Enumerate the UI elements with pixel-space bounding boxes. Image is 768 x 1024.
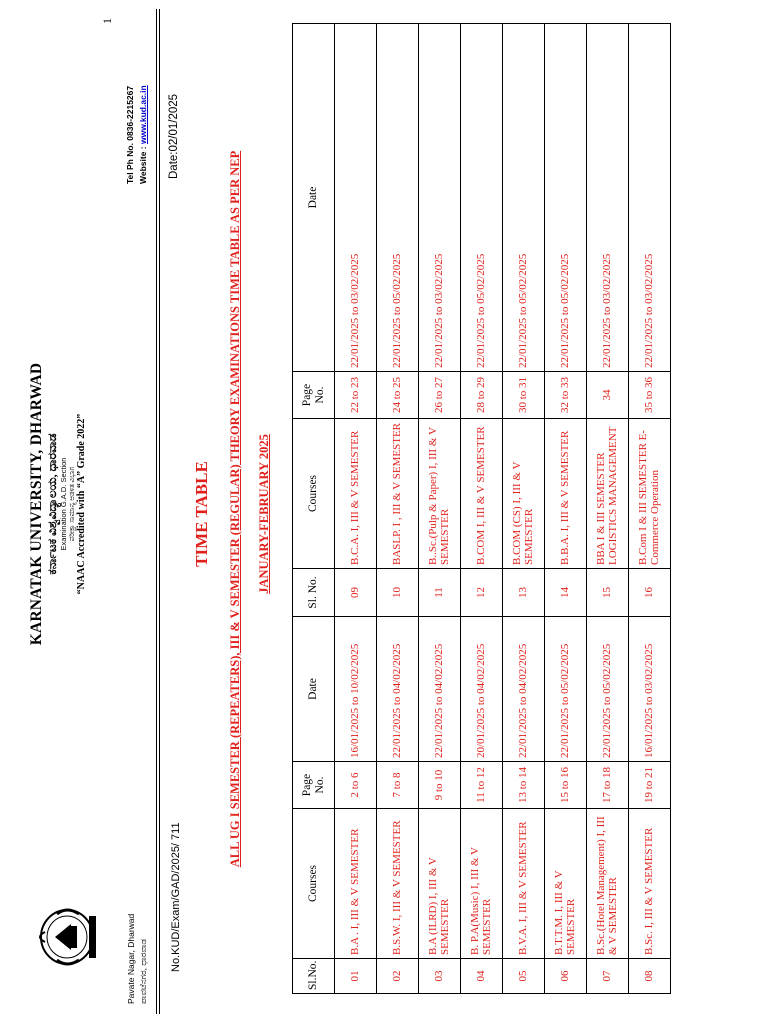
sl-no-cell: 13 [503, 569, 545, 617]
course-cell: BBA I & III SEMESTER LOGISTICS MANAGEMENT [587, 419, 629, 569]
sl-no-cell: 16 [629, 569, 671, 617]
header-page-no-2: Page No. [293, 372, 335, 419]
sl-no-cell: 05 [503, 959, 545, 994]
letterhead [28, 284, 88, 724]
course-cell: B. P.A(Music) I, III & V SEMESTER [461, 809, 503, 959]
course-cell: B.A (ILRD) I, III & V SEMESTER [419, 809, 461, 959]
course-cell: B.COM (CS) I, III & V SEMESTER [503, 419, 545, 569]
course-cell: B..Sc.(Pulp & Paper) I, III & V SEMESTER [419, 419, 461, 569]
table-row [419, 24, 461, 994]
university-name-kannada: ಕರ್ನಾಟಕ ವಿಶ್ವವಿದ್ಯಾಲಯ, ಧಾರವಾಡ [44, 433, 59, 575]
sl-no-cell: 03 [419, 959, 461, 994]
sl-no-cell: 11 [419, 569, 461, 617]
header-divider [156, 9, 157, 1014]
telephone: Tel Ph No. 0836-2215267 [125, 85, 135, 184]
website-link[interactable]: www.kud.ac.in [138, 85, 148, 144]
course-cell: B.T.T.M. I, III & V SEMESTER [545, 809, 587, 959]
page-no-cell: 30 to 31 [503, 372, 545, 419]
section-name-kannada: ಪರೀಕ್ಷಾ ಸಾಮಾನ್ಯ ಆಡಳಿತ ವಿಭಾಗ [68, 466, 77, 542]
header-date: Date [293, 617, 335, 762]
header-sl-no: Sl.No. [293, 959, 335, 994]
date-cell: 22/01/2025 to 05/02/2025 [545, 617, 587, 762]
accreditation-text: “NAAC Accredited with “A” Grade 2022” [76, 413, 88, 595]
course-cell: B.C.A. I, III & V SEMESTER [335, 419, 377, 569]
page-no-cell: 28 to 29 [461, 372, 503, 419]
table-row [503, 24, 545, 994]
page-title: TIME TABLE [192, 461, 211, 567]
section-name: Examination G.A.D. Section [58, 457, 68, 551]
date-cell: 22/01/2025 to 04/02/2025 [377, 617, 419, 762]
page-no-cell: 7 to 8 [377, 762, 419, 809]
date-cell: 22/01/2025 to 03/02/2025 [335, 24, 377, 372]
page-no-cell: 32 to 33 [545, 372, 587, 419]
document-date: Date:02/01/2025 [168, 93, 180, 179]
sl-no-cell: 01 [335, 959, 377, 994]
course-cell: BASLP. I , III & V SEMESTER [377, 419, 419, 569]
date-cell: 20/01/2025 to 04/02/2025 [461, 617, 503, 762]
date-cell: 22/01/2025 to 04/02/2025 [419, 617, 461, 762]
course-cell: B.B.A. I, III & V SEMESTER [545, 419, 587, 569]
header-date-2: Date [293, 24, 335, 372]
sl-no-cell: 10 [377, 569, 419, 617]
sl-no-cell: 14 [545, 569, 587, 617]
table-header-row [293, 24, 335, 994]
course-cell: B.Com I & III SEMESTER E-Commerce Operation [629, 419, 671, 569]
reference-number: No.KUD/Exam/GAD/2025/ 711 [170, 822, 182, 972]
header-courses-2: Courses [293, 419, 335, 569]
page-no-cell: 19 to 21 [629, 762, 671, 809]
page-no-cell: 11 to 12 [461, 762, 503, 809]
page-no-cell: 35 to 36 [629, 372, 671, 419]
page-no-cell: 15 to 16 [545, 762, 587, 809]
table-row [545, 24, 587, 994]
date-cell: 22/01/2025 to 03/02/2025 [587, 24, 629, 372]
sl-no-cell: 09 [335, 569, 377, 617]
university-name: KARNATAK UNIVERSITY, DHARWAD [28, 362, 45, 646]
page-no-cell: 26 to 27 [419, 372, 461, 419]
table-row [629, 24, 671, 994]
website-label: Website : [138, 144, 148, 184]
course-cell: B.COM I, III & V SEMESTER [461, 419, 503, 569]
sl-no-cell: 06 [545, 959, 587, 994]
exam-session: JANUARY-FEBRUARY 2025 [257, 434, 271, 594]
university-address [125, 914, 149, 1004]
table-row [377, 24, 419, 994]
page-no-cell: 2 to 6 [335, 762, 377, 809]
header-page-no: Page No. [293, 762, 335, 809]
header-divider-thin [159, 9, 160, 1014]
timetable-table [292, 23, 671, 994]
contact-info [124, 85, 150, 184]
date-cell: 22/01/2025 to 04/02/2025 [503, 617, 545, 762]
date-cell: 16/01/2025 to 03/02/2025 [629, 617, 671, 762]
sl-no-cell: 04 [461, 959, 503, 994]
page-no-cell: 22 to 23 [335, 372, 377, 419]
website-line [137, 85, 150, 184]
page-number: 1 [100, 18, 114, 24]
university-seal-logo [27, 902, 101, 972]
table-row [461, 24, 503, 994]
page-no-cell: 13 to 14 [503, 762, 545, 809]
date-cell: 22/01/2025 to 05/02/2025 [587, 617, 629, 762]
page-no-cell: 17 to 18 [587, 762, 629, 809]
course-cell: B.A . I, III & V SEMESTER [335, 809, 377, 959]
date-cell: 22/01/2025 to 05/02/2025 [503, 24, 545, 372]
table-row [335, 24, 377, 994]
date-cell: 16/01/2025 to 10/02/2025 [335, 617, 377, 762]
header-sl-no-2: Sl. No. [293, 569, 335, 617]
sl-no-cell: 02 [377, 959, 419, 994]
course-cell: B.V.A. I, III & V SEMESTER [503, 809, 545, 959]
sl-no-cell: 07 [587, 959, 629, 994]
sl-no-cell: 12 [461, 569, 503, 617]
page-no-cell: 24 to 25 [377, 372, 419, 419]
header-courses: Courses [293, 809, 335, 959]
sl-no-cell: 08 [629, 959, 671, 994]
date-cell: 22/01/2025 to 05/02/2025 [545, 24, 587, 372]
address-kannada: ಪಾವಟೆನಗರ, ಧಾರವಾಡ [138, 938, 148, 1004]
course-cell: B.Sc. I, III & V SEMESTER [629, 809, 671, 959]
date-cell: 22/01/2025 to 05/02/2025 [461, 24, 503, 372]
exam-subtitle: ALL UG I SEMESTER (REPEATERS), III & V SEMESTER (REGULAR) THEORY EXAMINATIONS TIME TABLE AS PER NEP [228, 150, 242, 868]
sl-no-cell: 15 [587, 569, 629, 617]
date-cell: 22/01/2025 to 05/02/2025 [377, 24, 419, 372]
course-cell: B.S.W. I, III & V SEMESTER [377, 809, 419, 959]
course-cell: B.Sc.(Hotel Management) I, III & V SEMESTER [587, 809, 629, 959]
date-cell: 22/01/2025 to 03/02/2025 [419, 24, 461, 372]
date-cell: 22/01/2025 to 03/02/2025 [629, 24, 671, 372]
page-no-cell: 9 to 10 [419, 762, 461, 809]
page-no-cell: 34 [587, 372, 629, 419]
table-row [587, 24, 629, 994]
address-english: Pavate Nagar, Dharwad [126, 913, 136, 1004]
